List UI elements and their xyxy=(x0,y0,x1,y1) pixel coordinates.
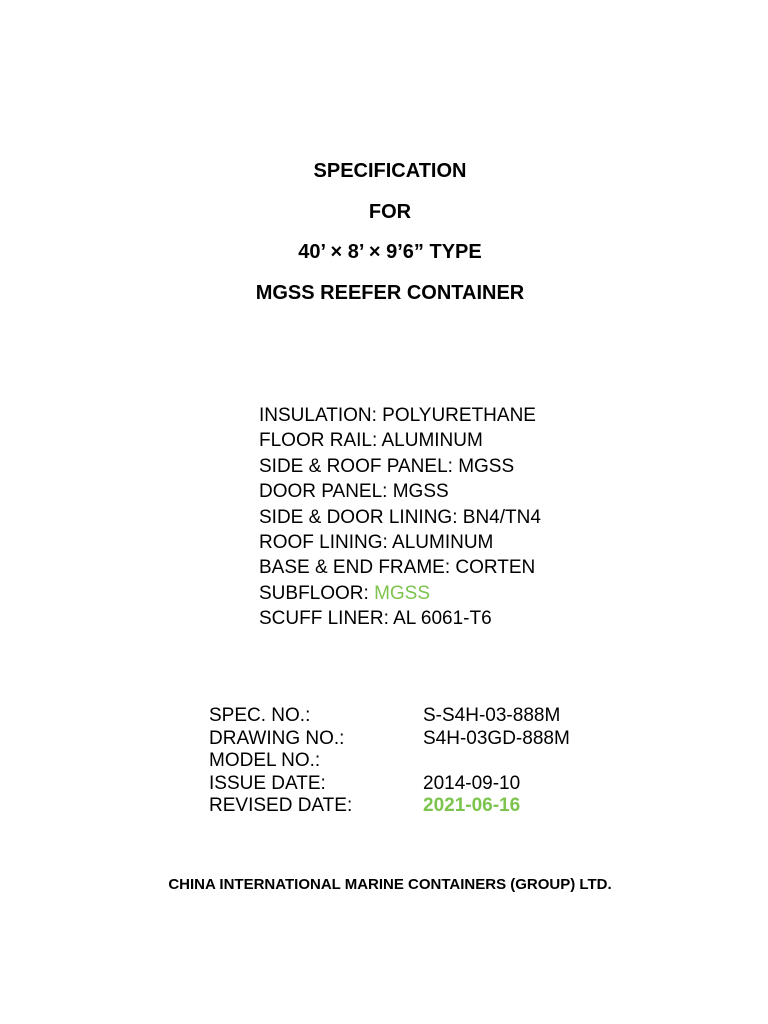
materials-list xyxy=(259,403,541,632)
material-value: BN4/TN4 xyxy=(462,506,541,528)
material-side-roof-panel xyxy=(259,454,541,479)
material-floor-rail xyxy=(259,428,541,453)
drawing-no-label: DRAWING NO.: xyxy=(209,727,345,749)
title-line-for: FOR xyxy=(368,200,412,223)
material-label: ROOF LINING: xyxy=(259,531,393,553)
material-label: SIDE & ROOF PANEL: xyxy=(259,455,459,477)
material-roof-lining xyxy=(259,530,541,555)
title-line-specification: SPECIFICATION xyxy=(313,160,467,182)
company-footer: CHINA INTERNATIONAL MARINE CONTAINERS (GROUP) LTD. xyxy=(168,876,612,893)
drawing-no-value: S4H-03GD-888M xyxy=(423,727,570,749)
material-label: BASE & END FRAME: xyxy=(259,557,456,579)
material-base-end-frame xyxy=(259,555,541,580)
material-subfloor xyxy=(259,581,541,606)
title-line-container-dimensions: 40’ × 8’ × 9’6” TYPE xyxy=(298,241,482,263)
material-side-door-lining xyxy=(259,505,541,530)
material-value: ALUMINUM xyxy=(392,531,494,553)
material-value: CORTEN xyxy=(455,557,536,579)
spec-no-label: SPEC. NO.: xyxy=(209,705,311,726)
spec-no-value: S-S4H-03-888M xyxy=(423,705,561,726)
material-value: POLYURETHANE xyxy=(382,405,536,426)
material-label: SIDE & DOOR LINING: xyxy=(259,506,463,528)
material-label: DOOR PANEL: xyxy=(259,481,393,503)
revised-date-value: 2021-06-16 xyxy=(423,795,521,816)
revised-date-label: REVISED DATE: xyxy=(209,795,353,816)
model-no-label: MODEL NO.: xyxy=(209,750,321,771)
issue-date-label: ISSUE DATE: xyxy=(209,772,326,794)
material-label: INSULATION: xyxy=(259,405,383,426)
issue-date-value: 2014-09-10 xyxy=(423,772,521,794)
document-title xyxy=(0,156,768,318)
material-scuff-liner xyxy=(259,606,541,631)
material-value: MGSS xyxy=(458,455,515,477)
material-value-highlighted: MGSS xyxy=(374,582,431,604)
material-label: SCUFF LINER: xyxy=(259,608,394,630)
material-label: SUBFLOOR: xyxy=(259,582,375,604)
material-label: FLOOR RAIL: xyxy=(259,430,382,452)
material-value: MGSS xyxy=(392,481,449,503)
material-value: AL 6061-T6 xyxy=(393,608,492,630)
material-insulation xyxy=(259,403,541,428)
material-value: ALUMINUM xyxy=(381,430,483,452)
material-door-panel xyxy=(259,479,541,504)
title-line-container-type: MGSS REEFER CONTAINER xyxy=(255,281,525,304)
